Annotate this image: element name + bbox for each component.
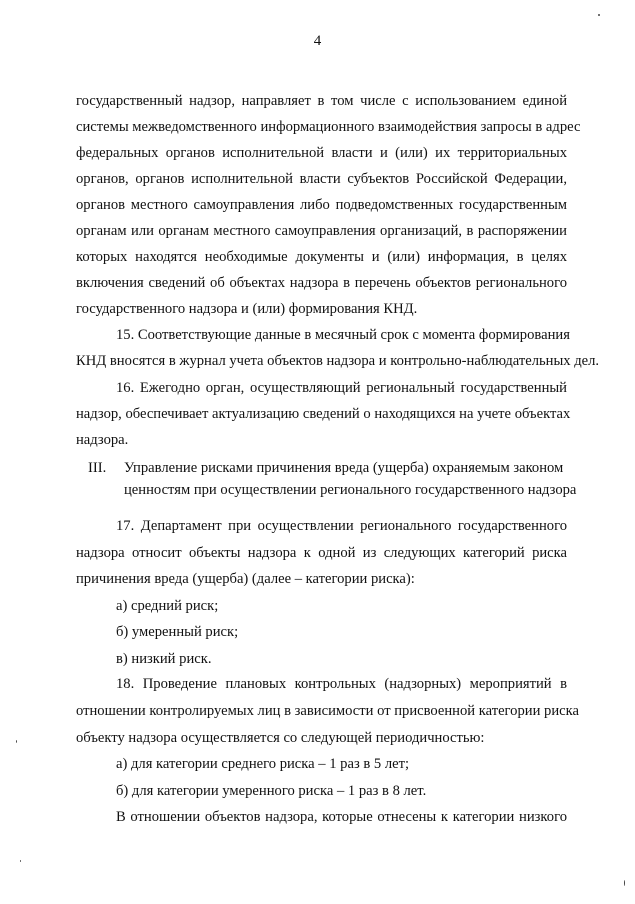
text-line: органов, органов исполнительной власти субъектов Российской Федерации, [76, 171, 567, 187]
text-line: органам или органам местного самоуправления организаций, в распоряжении [76, 223, 567, 239]
paragraph-18-line: отношении контролируемых лиц в зависимости от присвоенной категории риска [76, 703, 579, 719]
text-line: государственный надзор, направляет в том числе с использованием единой [76, 93, 567, 109]
paragraph-low-risk-line: В отношении объектов надзора, которые отнесены к категории низкого [116, 809, 567, 825]
paragraph-17-line: 17. Департамент при осуществлении регионального государственного [116, 518, 567, 534]
paragraph-17-line: надзора относит объекты надзора к одной из следующих категорий риска [76, 545, 567, 561]
paragraph-17-line: причинения вреда (ущерба) (далее – категории риска): [76, 571, 415, 587]
section-title-line-2: ценностям при осуществлении регионального государственного надзора [124, 482, 577, 498]
section-title-line-1: Управление рисками причинения вреда (ущерба) охраняемым законом [124, 460, 564, 476]
risk-category-item: в) низкий риск. [116, 651, 212, 667]
scan-speck [598, 14, 600, 16]
paragraph-18-line: объекту надзора осуществляется со следующей периодичностью: [76, 730, 485, 746]
paragraph-15-line: КНД вносятся в журнал учета объектов надзора и контрольно-наблюдательных дел. [76, 353, 600, 369]
text-line: системы межведомственного информационного взаимодействия запросы в адрес [76, 119, 581, 135]
paragraph-18-line: 18. Проведение плановых контрольных (надзорных) мероприятий в [116, 676, 567, 692]
section-number: III. [88, 460, 107, 476]
scan-speck [20, 860, 21, 862]
risk-category-item: а) средний риск; [116, 598, 219, 614]
paragraph-16-line: надзора. [76, 432, 129, 448]
page-number: 4 [313, 33, 322, 49]
text-line: органов местного самоуправления либо подведомственных государственным [76, 197, 567, 213]
text-line: федеральных органов исполнительной власти и (или) их территориальных [76, 145, 567, 161]
risk-category-item: б) умеренный риск; [116, 624, 239, 640]
periodicity-item: б) для категории умеренного риска – 1 раз в 8 лет. [116, 783, 427, 799]
paragraph-16-line: надзор, обеспечивает актуализацию сведений о находящихся на учете объектах [76, 406, 571, 422]
scan-speck [624, 880, 625, 886]
text-line: государственного надзора и (или) формирования КНД. [76, 301, 418, 317]
text-line: которых находятся необходимые документы и (или) информация, в целях [76, 249, 567, 265]
periodicity-item: а) для категории среднего риска – 1 раз в 5 лет; [116, 756, 410, 772]
paragraph-16-line: 16. Ежегодно орган, осуществляющий региональный государственный [116, 380, 567, 396]
scan-speck [16, 740, 17, 743]
text-line: включения сведений об объектах надзора в перечень объектов регионального [76, 275, 567, 291]
paragraph-15-line: 15. Соответствующие данные в месячный срок с момента формирования [116, 327, 570, 343]
